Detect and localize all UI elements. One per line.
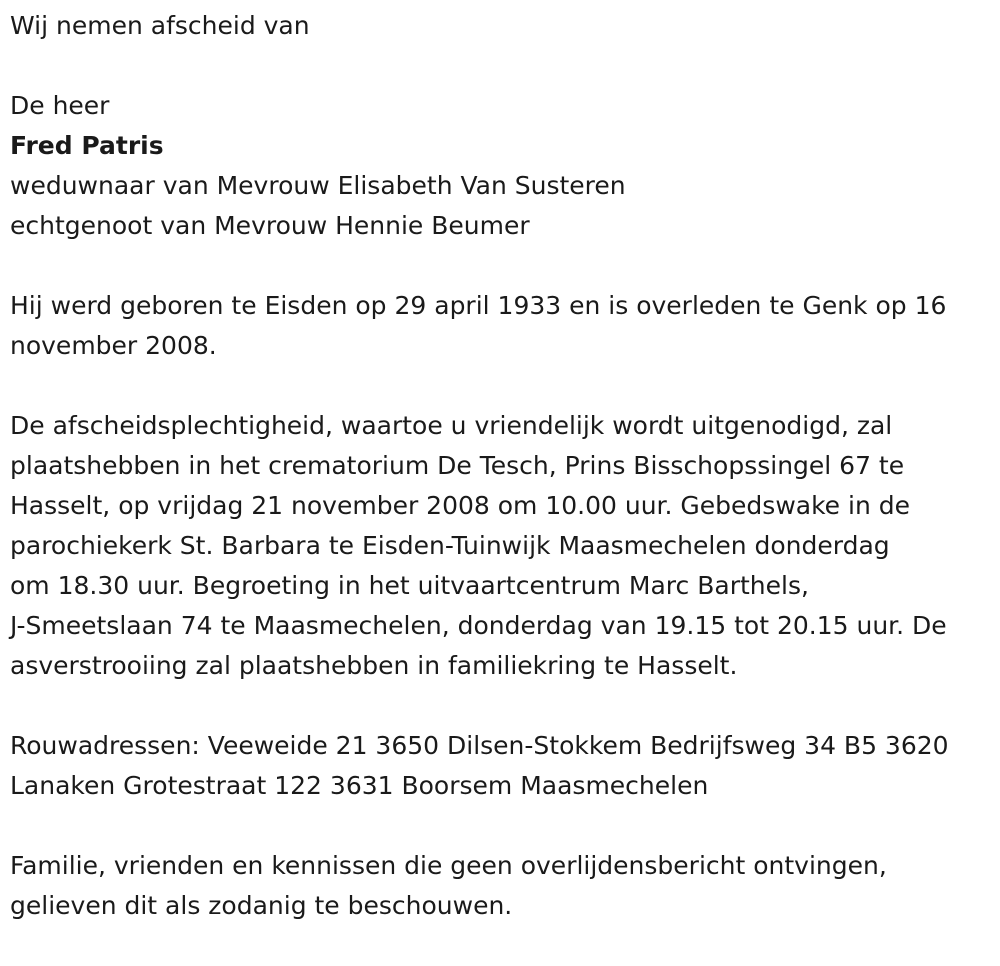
paragraph-line: parochiekerk St. Barbara te Eisden-Tuinwijk Maasmechelen donderdag (10, 531, 890, 560)
honorific: De heer (10, 91, 110, 120)
spacer (10, 46, 995, 86)
spacer (10, 806, 995, 846)
paragraph-line: gelieven dit als zodanig te beschouwen. (10, 891, 513, 920)
paragraph-line: J-Smeetslaan 74 te Maasmechelen, donderdag van 19.15 tot 20.15 uur. De (10, 611, 947, 640)
paragraph-line: asverstrooiing zal plaatshebben in familiekring te Hasselt. (10, 651, 738, 680)
paragraph-line: Lanaken Grotestraat 122 3631 Boorsem Maasmechelen (10, 771, 709, 800)
paragraph-line: Rouwadressen: Veeweide 21 3650 Dilsen-Stokkem Bedrijfsweg 34 B5 3620 (10, 731, 949, 760)
paragraph-line: Hij werd geboren te Eisden op 29 april 1933 en is overleden te Genk op 16 (10, 291, 947, 320)
birth-death-paragraph (10, 286, 995, 366)
spacer (10, 366, 995, 406)
paragraph-line: Hasselt, op vrijdag 21 november 2008 om 10.00 uur. Gebedswake in de (10, 491, 910, 520)
widower-line: weduwnaar van Mevrouw Elisabeth Van Susteren (10, 171, 626, 200)
paragraph-line: Familie, vrienden en kennissen die geen overlijdensbericht ontvingen, (10, 851, 887, 880)
paragraph-line: plaatshebben in het crematorium De Tesch, Prins Bisschopssingel 67 te (10, 451, 905, 480)
paragraph-line: om 18.30 uur. Begroeting in het uitvaartcentrum Marc Barthels, (10, 571, 809, 600)
ceremony-paragraph (10, 406, 995, 686)
paragraph-line: november 2008. (10, 331, 217, 360)
paragraph-line: De afscheidsplechtigheid, waartoe u vriendelijk wordt uitgenodigd, zal (10, 411, 893, 440)
spacer (10, 686, 995, 726)
death-notice (10, 6, 995, 926)
spacer (10, 246, 995, 286)
deceased-name: Fred Patris (10, 131, 164, 160)
closing-paragraph (10, 846, 995, 926)
spouse-line: echtgenoot van Mevrouw Hennie Beumer (10, 211, 530, 240)
addresses-paragraph (10, 726, 995, 806)
intro-text: Wij nemen afscheid van (10, 11, 310, 40)
